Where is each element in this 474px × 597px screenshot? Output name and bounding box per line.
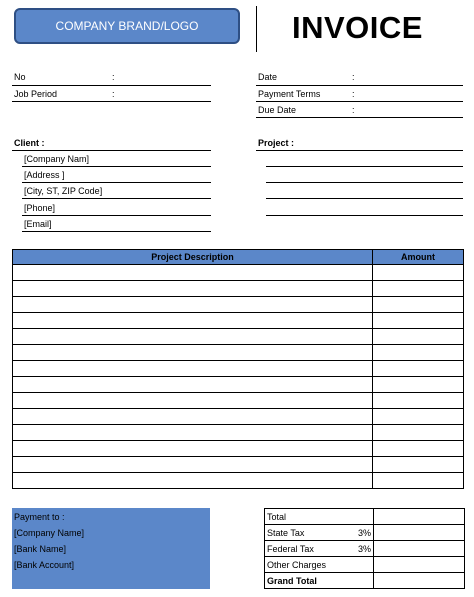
items-table-body — [13, 265, 464, 489]
client-heading: Client : — [14, 138, 45, 148]
table-row — [13, 409, 464, 425]
totals-row — [265, 573, 465, 589]
state-tax-label: State Tax 3% — [265, 525, 374, 541]
table-row — [13, 281, 464, 297]
payment-to-box — [12, 508, 210, 589]
federal-tax-rate: 3% — [357, 543, 371, 554]
project-line-3[interactable] — [266, 198, 463, 199]
client-address-field[interactable]: [Address ] — [24, 170, 65, 180]
client-line-5 — [22, 231, 211, 232]
description-cell[interactable] — [13, 281, 373, 297]
project-heading-line — [256, 150, 463, 151]
amount-cell[interactable] — [373, 457, 464, 473]
amount-cell[interactable] — [373, 425, 464, 441]
date-colon: : — [352, 72, 355, 82]
table-row — [13, 441, 464, 457]
payment-terms-field-line[interactable] — [256, 101, 463, 102]
state-tax-rate: 3% — [357, 527, 371, 538]
client-line-3 — [22, 198, 211, 199]
description-cell[interactable] — [13, 329, 373, 345]
project-line-2[interactable] — [266, 182, 463, 183]
client-city-field[interactable]: [City, ST, ZIP Code] — [24, 186, 103, 196]
no-label: No — [14, 72, 26, 82]
description-cell[interactable] — [13, 425, 373, 441]
amount-column-header: Amount — [373, 250, 464, 265]
description-cell[interactable] — [13, 441, 373, 457]
table-row — [13, 393, 464, 409]
totals-row — [265, 557, 465, 573]
due-date-field-line[interactable] — [256, 117, 463, 118]
description-cell[interactable] — [13, 265, 373, 281]
client-line-2 — [22, 182, 211, 183]
totals-row — [265, 541, 465, 557]
table-row — [13, 297, 464, 313]
logo-label: COMPANY BRAND/LOGO — [55, 19, 199, 33]
description-cell[interactable] — [13, 457, 373, 473]
company-logo-placeholder — [14, 8, 240, 44]
description-cell[interactable] — [13, 345, 373, 361]
date-field-line[interactable] — [256, 85, 463, 86]
client-phone-field[interactable]: [Phone] — [24, 203, 56, 213]
description-cell[interactable] — [13, 297, 373, 313]
items-table — [12, 249, 464, 489]
due-date-label: Due Date — [258, 105, 297, 115]
amount-cell[interactable] — [373, 329, 464, 345]
payment-to-heading: Payment to : — [14, 512, 65, 522]
amount-cell[interactable] — [373, 313, 464, 329]
amount-cell[interactable] — [373, 265, 464, 281]
description-column-header: Project Description — [13, 250, 373, 265]
job-period-label: Job Period — [14, 89, 58, 99]
payment-bank-account-field[interactable]: [Bank Account] — [14, 560, 75, 570]
job-period-field-line[interactable] — [12, 101, 211, 102]
client-heading-line — [12, 150, 211, 151]
no-field-line[interactable] — [12, 85, 211, 86]
project-line-4[interactable] — [266, 215, 463, 216]
table-row — [13, 457, 464, 473]
amount-cell[interactable] — [373, 473, 464, 489]
client-email-field[interactable]: [Email] — [24, 219, 52, 229]
payment-bank-name-field[interactable]: [Bank Name] — [14, 544, 67, 554]
federal-tax-label: Federal Tax 3% — [265, 541, 374, 557]
no-colon: : — [112, 72, 115, 82]
table-row — [13, 345, 464, 361]
client-line-1 — [22, 166, 211, 167]
table-row — [13, 265, 464, 281]
description-cell[interactable] — [13, 361, 373, 377]
description-cell[interactable] — [13, 409, 373, 425]
total-amount-cell[interactable] — [374, 509, 465, 525]
amount-cell[interactable] — [373, 281, 464, 297]
amount-cell[interactable] — [373, 345, 464, 361]
client-company-field[interactable]: [Company Nam] — [24, 154, 90, 164]
total-label: Total — [265, 509, 374, 525]
totals-table — [264, 508, 465, 589]
table-row — [13, 313, 464, 329]
amount-cell[interactable] — [373, 441, 464, 457]
amount-cell[interactable] — [373, 377, 464, 393]
description-cell[interactable] — [13, 377, 373, 393]
invoice-title: INVOICE — [292, 10, 423, 45]
project-line-1[interactable] — [266, 166, 463, 167]
other-charges-amount-cell[interactable] — [374, 557, 465, 573]
payment-company-field[interactable]: [Company Name] — [14, 528, 85, 538]
date-label: Date — [258, 72, 278, 82]
client-line-4 — [22, 215, 211, 216]
amount-cell[interactable] — [373, 393, 464, 409]
totals-row — [265, 509, 465, 525]
payment-terms-colon: : — [352, 89, 355, 99]
federal-tax-amount-cell[interactable] — [374, 541, 465, 557]
payment-terms-label: Payment Terms — [258, 89, 321, 99]
description-cell[interactable] — [13, 313, 373, 329]
table-row — [13, 473, 464, 489]
header-divider — [256, 6, 257, 52]
job-period-colon: : — [112, 89, 115, 99]
table-row — [13, 361, 464, 377]
due-date-colon: : — [352, 105, 355, 115]
table-row — [13, 329, 464, 345]
project-heading: Project : — [258, 138, 295, 148]
amount-cell[interactable] — [373, 297, 464, 313]
amount-cell[interactable] — [373, 361, 464, 377]
grand-total-label: Grand Total — [265, 573, 374, 589]
other-charges-label: Other Charges — [265, 557, 374, 573]
description-cell[interactable] — [13, 393, 373, 409]
table-row — [13, 425, 464, 441]
amount-cell[interactable] — [373, 409, 464, 425]
totals-row — [265, 525, 465, 541]
description-cell[interactable] — [13, 473, 373, 489]
state-tax-amount-cell[interactable] — [374, 525, 465, 541]
grand-total-amount-cell[interactable] — [374, 573, 465, 589]
table-row — [13, 377, 464, 393]
